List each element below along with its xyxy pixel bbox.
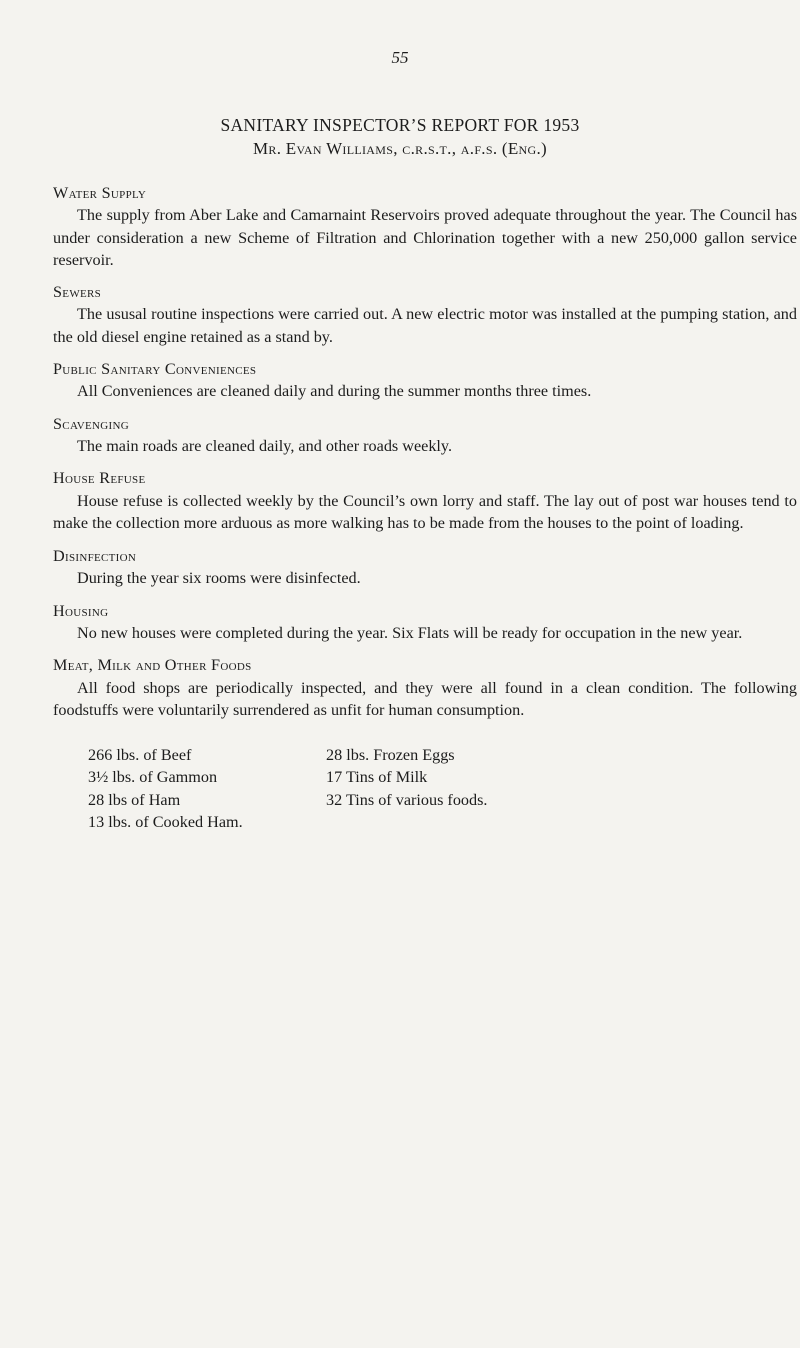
section-text: The main roads are cleaned daily, and other roads weekly. bbox=[77, 436, 452, 455]
section-text: No new houses were completed during the year. Six Flats will be ready for occupation in the new year. bbox=[77, 624, 743, 643]
section-text: All Conveniences are cleaned daily and during the summer months three times. bbox=[77, 382, 592, 401]
section-scavenging bbox=[53, 413, 797, 458]
report-title: SANITARY INSPECTOR’S REPORT FOR 1953 bbox=[220, 115, 580, 135]
section-heading: Meat, Milk and Other Foods bbox=[53, 656, 252, 675]
section-text: House refuse is collected weekly by the Council’s own lorry and staff. The lay out of post war houses tend to make the collection more arduous as more walking has to be made from the houses to the point of loading. bbox=[53, 491, 797, 532]
section-disinfection bbox=[53, 545, 797, 590]
section-heading: Scavenging bbox=[53, 414, 129, 433]
section-heading: Public Sanitary Conveniences bbox=[53, 360, 257, 379]
section-water-supply bbox=[53, 182, 797, 271]
section-text: The supply from Aber Lake and Camarnaint Reservoirs proved adequate throughout the year. The Council has under consideration a new Scheme of Filtration and Chlorination together with a new 250,000 gallon service reservoir. bbox=[53, 206, 797, 269]
section-text: All food shops are periodically inspected, and they were all found in a clean condition. The following foodstuffs were voluntarily surrendered as unfit for human consumption. bbox=[53, 678, 797, 719]
section-public-conveniences bbox=[53, 358, 797, 403]
food-item: 3½ lbs. of Gammon bbox=[88, 768, 218, 787]
report-body bbox=[53, 182, 797, 721]
section-housing bbox=[53, 600, 797, 645]
report-author: Mr. Evan Williams, c.r.s.t., a.f.s. (Eng.) bbox=[252, 139, 548, 158]
food-item: 28 lbs. Frozen Eggs bbox=[326, 746, 455, 764]
section-text: The ususal routine inspections were carried out. A new electric motor was installed at the pumping station, and the old diesel engine retained as a stand by. bbox=[53, 305, 797, 346]
section-heading: Sewers bbox=[53, 283, 102, 302]
foods-column-left bbox=[88, 744, 243, 833]
section-heading: Water Supply bbox=[53, 184, 147, 202]
page-number: 55 bbox=[391, 48, 409, 67]
foods-column-right bbox=[326, 744, 487, 811]
food-item: 32 Tins of various foods. bbox=[326, 790, 488, 809]
section-house-refuse bbox=[53, 467, 797, 534]
section-heading: Housing bbox=[53, 601, 109, 620]
section-text: During the year six rooms were disinfected. bbox=[77, 569, 361, 588]
section-heading: House Refuse bbox=[53, 469, 146, 488]
food-item: 266 lbs. of Beef bbox=[88, 746, 192, 764]
section-heading: Disinfection bbox=[53, 547, 137, 566]
section-sewers bbox=[53, 281, 797, 348]
food-item: 28 lbs of Ham bbox=[88, 790, 181, 809]
food-item: 17 Tins of Milk bbox=[326, 768, 428, 787]
food-item: 13 lbs. of Cooked Ham. bbox=[88, 812, 243, 831]
section-meat-milk-foods bbox=[53, 654, 797, 721]
